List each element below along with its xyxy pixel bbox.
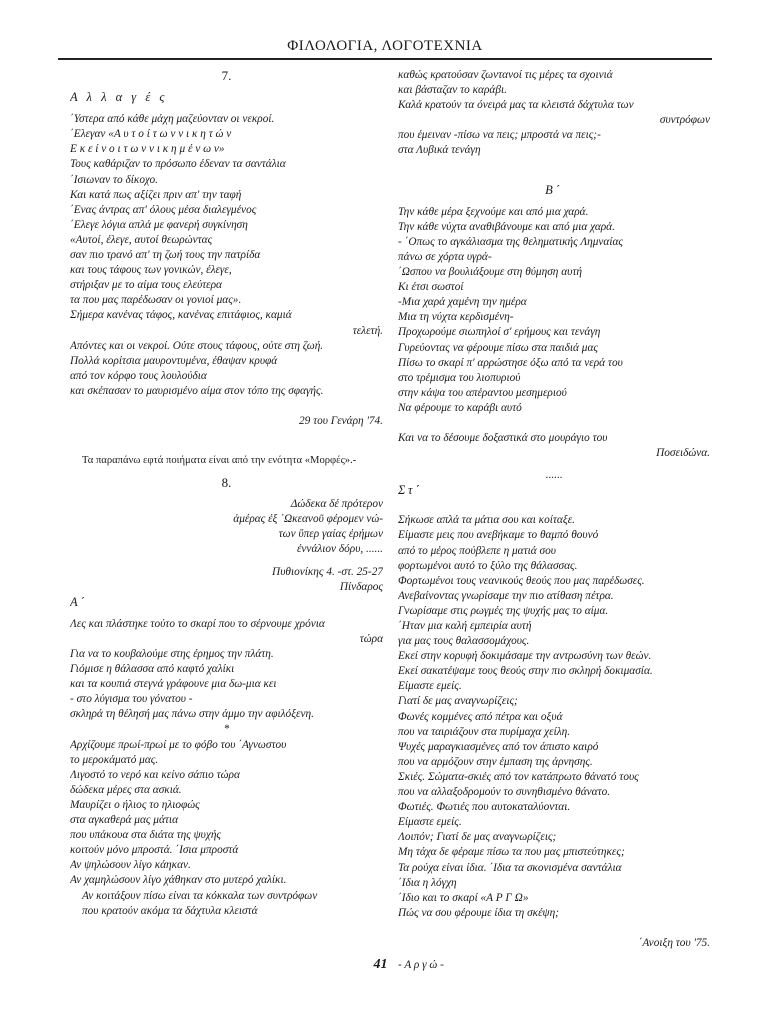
verse-line: Αν ψηλώσουν λίγο κάηκαν. — [70, 859, 191, 872]
verse-line: ΄Ισιωναν το δίκοχο. — [70, 173, 158, 186]
poem-stanza — [70, 738, 383, 889]
verse-line: που υπάκουα στα διάτα της ψυχής — [70, 829, 222, 842]
verse-line: Τα ρούχα είναι ίδια. ΄Ιδια τα σκονισμένα σαντάλια — [398, 861, 622, 874]
verse-line: Μη τάχα δε φέραμε πίσω τα που μας μπιστεύτηκες; — [398, 846, 625, 859]
verse-line: Φωνές κομμένες από πέτρα και οξυά — [398, 710, 563, 723]
verse-line: των ὕπερ γαίας ἐρήμων — [278, 528, 383, 541]
poem-stanza — [70, 339, 383, 399]
verse-line: Πώς να σου φέρουμε ίδια τη σκέψη; — [398, 906, 559, 919]
verse-line-continuation: τελετή. — [352, 324, 383, 337]
verse-line: δώδεκα μέρες στα ασκιά. — [70, 783, 182, 796]
verse-line: για μας τους θαλασσομάχους. — [398, 635, 530, 648]
verse-line: Πολλά κορίτσια μαυροντυμένα, έθαψαν κρυφά — [70, 354, 278, 367]
footnote: Τα παραπάνω εφτά ποιήματα είναι από την ενότητα «Μορφές».- — [82, 455, 357, 467]
page-number: 41 — [373, 957, 388, 972]
poem-date: ΄Ανοιξη του '75. — [638, 936, 710, 949]
header-rule — [58, 58, 712, 60]
poem-stanza — [398, 128, 710, 158]
poem-title: Α λ λ α γ έ ς — [70, 90, 168, 105]
verse-line: Ψυχές μαραγκιασμένες από τον άπιστο καιρό — [398, 740, 599, 753]
epigraph — [70, 497, 383, 557]
poem-stanza — [398, 513, 710, 921]
poem-stanza — [398, 205, 710, 416]
poem-stanza — [70, 889, 383, 919]
verse-line: που να ταιριάζουν στα πυρίμαχα χείλη. — [398, 725, 571, 738]
verse-line: που κρατούν ακόμα τα δάχτυλα κλειστά — [82, 904, 258, 917]
part-title: Α΄ — [70, 594, 88, 609]
verse-line: από τον κόρφο τους λουλούδια — [70, 369, 207, 382]
verse-line: Απόντες και οι νεκροί. Ούτε στους τάφους, ούτε στη ζωή. — [70, 339, 324, 352]
verse-line: Μαυρίζει ο ήλιος το ηλιοφώς — [70, 798, 200, 811]
verse-line: Και να το δέσουμε δοξαστικά στο μουράγιο του — [398, 431, 608, 444]
poem-signature: - Α ρ γ ώ - — [398, 958, 444, 971]
poem-stanza — [398, 431, 710, 446]
verse-line: που έμειναν -πίσω να πεις; μπροστά να πεις;- — [398, 129, 601, 142]
verse-line: Φορτωμένοι τους νεανικούς θεούς που μας παρέδωσες. — [398, 574, 645, 587]
verse-line: Σήμερα κανένας τάφος, κανένας επιτάφιος, καμιά — [70, 309, 292, 322]
part-title: Στ΄ — [398, 483, 423, 498]
verse-line: το μεροκάματό μας. — [70, 753, 159, 766]
verse-line: Ε κ ε ί ν ο ι τ ω ν ν ι κ η μ έ ν ω ν» — [70, 143, 225, 156]
verse-line: Να φέρουμε το καράβι αυτό — [398, 401, 522, 414]
ellipsis-separator: ...... — [545, 469, 563, 482]
verse-line: Γνωρίσαμε στις ρωγμές της ψυχής μας το αίμα. — [398, 604, 609, 617]
verse-line: φορτωμένοι αυτό το ξύλο της θάλασσας. — [398, 559, 578, 572]
verse-line: Την κάθε μέρα ξεχνούμε και από μια χαρά. — [398, 205, 589, 218]
verse-line: ΄Ηταν μια καλή εμπειρία αυτή — [398, 620, 532, 632]
poem-stanza — [70, 112, 383, 323]
verse-line: Αν κοιτάξουν πίσω είναι τα κόκκαλα των συντρόφων — [82, 889, 318, 902]
verse-line: ΄Ελεγε λόγια απλά με φανερή συγκίνηση — [70, 218, 248, 231]
verse-line: και βάσταζαν το καράβι. — [398, 84, 507, 97]
verse-line: ΄Ωσπου να βουλιάξουμε στη θύμηση αυτή — [398, 266, 582, 279]
verse-line: Αν χαμηλώσουν λίγο χάθηκαν στο μυτερό χαλίκι. — [70, 874, 287, 887]
verse-line: Καλά κρατούν τα όνειρά μας τα κλειστά δάχτυλα των — [398, 99, 634, 112]
verse-line: Για να το κουβαλούμε στης έρημος την πλάτη. — [70, 648, 274, 660]
verse-line: Λιγοστό το νερό και κείνο σάπιο τώρα — [70, 768, 240, 781]
verse-line: Εκεί στην κορυφή δοκιμάσαμε την αντρωσύνη των θεών. — [398, 650, 652, 663]
verse-line: ΄Ιδια η λόγχη — [398, 876, 457, 889]
poem-stanza — [70, 647, 383, 722]
verse-line: Μια τη νύχτα κερδισμένη- — [398, 311, 514, 324]
verse-line: σαν πιο τρανό απ' τη ζωή τους την πατρίδα — [70, 249, 261, 262]
poem-stanza — [70, 617, 383, 632]
poem-date: 29 του Γενάρη '74. — [298, 414, 383, 427]
verse-line: ΄Υστερα από κάθε μάχη μαζεύονταν οι νεκροί. — [70, 113, 275, 126]
poem-stanza — [398, 68, 710, 113]
running-header: ΦΙΛΟΛΟΓΙΑ, ΛΟΓΟΤΕΧΝΙΑ — [287, 38, 483, 54]
verse-line: «Αυτοί, έλεγε, αυτοί θεωρώντας — [70, 233, 213, 246]
epigraph-source: Πυθιονίκης 4. -στ. 25-27 — [272, 565, 383, 578]
verse-line: από το μέρος πούβλεπε η ματιά σου — [398, 544, 556, 557]
verse-line: Και κατά πως αξίζει πριν απ' την ταφή — [70, 188, 242, 201]
verse-line: Εκεί σακατέψαμε τους θεούς στην πιο σκληρή δοκιμασία. — [398, 665, 653, 678]
left-column — [70, 68, 383, 919]
verse-line: - στο λύγισμα του γόνατου - — [70, 693, 193, 706]
verse-line: Γιατί δε μας αναγνωρίζεις; — [398, 695, 518, 708]
verse-line: και τους τάφους των γονικών, έλεγε, — [70, 264, 232, 277]
verse-line: Γιόμισε η θάλασσα από καφτό χαλίκι — [70, 663, 235, 676]
verse-line: Γυρεύοντας να φέρουμε πίσω στα παιδιά μας — [398, 341, 598, 354]
verse-line: Προχωρούμε σιωπηλοί σ' ερήμους και τενάγη — [398, 326, 601, 339]
verse-line: Την κάθε νύχτα αναθιβάνουμε και από μια χαρά. — [398, 220, 615, 233]
epigraph-author: Πίνδαρος — [339, 580, 383, 593]
right-column — [398, 68, 710, 973]
verse-line: - ΄Οπως το αγκάλιασμα της θεληματικής Λημναίας — [398, 235, 624, 248]
verse-line: στα αγκαθερά μας μάτια — [70, 814, 178, 827]
verse-line: Σήκωσε απλά τα μάτια σου και κοίταξε. — [398, 514, 575, 527]
verse-line: στο τρέμισμα του λιοπυριού — [398, 371, 521, 384]
verse-line: Κι έτσι σωστοί — [398, 281, 464, 294]
verse-line: Πίσω το σκαρί π' αρρώστησε όξω από τα νερά του — [398, 356, 623, 369]
verse-line: Φωτιές. Φωτιές που αυτοκαταλύονται. — [398, 801, 571, 814]
verse-line: κοιτούν μόνο μπροστά. ΄Ισια μπροστά — [70, 844, 239, 857]
verse-line: Δώδεκα δέ πρότερον — [290, 498, 383, 511]
verse-line: τα που μας παρέδωσαν οι γονιοί μας». — [70, 294, 242, 307]
verse-line: Αρχίζουμε πρωί-πρωί με το φόβο του ΄Αγνωστου — [70, 738, 287, 751]
verse-line: και σκέπασαν το μαυρισμένο αίμα στον τόπο της σφαγής. — [70, 384, 324, 397]
verse-line-continuation: Ποσειδώνα. — [656, 447, 710, 460]
verse-line: στην κάψα του απέραντου μεσημεριού — [398, 386, 567, 399]
verse-line: Σκιές. Σώματα-σκιές από τον κατάπρωτο θάνατό τους — [398, 770, 639, 783]
verse-line: στα Λυβικά τενάγη — [398, 144, 481, 157]
verse-line: Λες και πλάστηκε τούτο το σκαρί που το σέρνουμε χρόνια — [70, 617, 325, 630]
verse-line: σκληρά τη θέλησή μας πάνω στην άμμο την αφιλόξενη. — [70, 708, 314, 721]
verse-line: Είμαστε εμείς. — [398, 816, 462, 829]
stanza-separator: * — [223, 723, 230, 736]
verse-line: Ανεβαίνοντας γνωρίσαμε την πιο ατίθαση πέτρα. — [398, 589, 614, 602]
verse-line: που να αλλαξοδρομούν το συνηθισμένο θάνατο. — [398, 786, 611, 799]
verse-line-continuation: συντρόφων — [659, 114, 710, 127]
verse-line: Είμαστε μεις που ανεβήκαμε το θαμπό θουνό — [398, 529, 599, 542]
verse-line: ΄Ιδιο και το σκαρί «Α Ρ Γ Ω» — [398, 891, 529, 904]
verse-line: πάνω σε χόρτα υγρά- — [398, 250, 492, 263]
poem-number: 8. — [221, 475, 232, 491]
verse-line: ἐννάλιον δόρυ, ...... — [296, 543, 383, 556]
verse-line: ἀμέρας ἐξ ᾿Ωκεανοῦ φέρομεν νώ- — [233, 513, 383, 526]
verse-line: Λοιπόν; Γιατί δε μας αναγνωρίζεις; — [398, 831, 557, 844]
poem-number: 7. — [221, 68, 232, 83]
verse-line: καθώς κρατούσαν ζωντανοί τις μέρες τα σχοινιά — [398, 69, 613, 81]
verse-line: στήριξαν με το αίμα τους ελεύτερα — [70, 279, 222, 292]
verse-line: ΄Ενας άντρας απ' όλους μέσα διαλεγμένος — [70, 203, 257, 216]
verse-line-continuation: τώρα — [359, 632, 383, 645]
part-title: Β΄ — [545, 182, 563, 197]
verse-line: -Μια χαρά χαμένη την ημέρα — [398, 296, 527, 309]
verse-line: και τα κουπιά στεγνά γράφουνε μια δω-μια κει — [70, 678, 277, 691]
verse-line: ΄Ελεγαν «Α υ τ ο ί τ ω ν ν ι κ η τ ώ ν — [70, 128, 232, 141]
verse-line: που να αρμόζουν στην έμπαση της άρνησης. — [398, 755, 593, 768]
verse-line: Είμαστε εμείς. — [398, 680, 462, 693]
verse-line: Τους καθάριζαν το πρόσωπο έδεναν τα σαντάλια — [70, 158, 286, 171]
